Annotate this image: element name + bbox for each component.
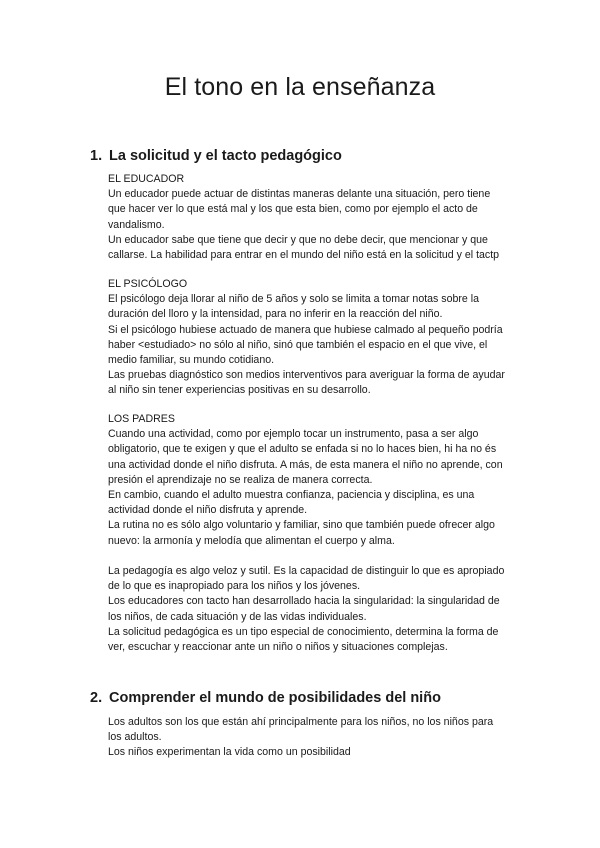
padres-line: presión el aprendizaje no se realiza de manera correcta. [108,473,373,486]
psicologo-label: EL PSICÓLOGO [108,278,188,290]
educador-line: vandalismo. [108,218,165,231]
pedagogia-line: de lo que es inapropiado para los niños y los jóvenes. [108,580,361,593]
section-2-heading [90,690,441,706]
section-2-line: los adultos. [108,731,162,744]
padres-label: LOS PADRES [108,413,175,425]
psicologo-line: Las pruebas diagnóstico son medios interventivos para averiguar la forma de ayudar [108,369,505,382]
section-1-title: La solicitud y el tacto pedagógico [109,148,342,164]
psicologo-line: haber <estudiado> no sólo al niño, sinó que también el espacio en el que vive, el [108,338,488,351]
educador-block [108,172,528,263]
section-1-number: 1. [90,148,103,164]
educador-label: EL EDUCADOR [108,173,185,185]
section-2-title: Comprender el mundo de posibilidades del niño [109,690,441,706]
pedagogia-line: ver, escuchar y reaccionar ante un niño o niños y situaciones complejas. [108,640,448,653]
section-2-line: Los niños experimentan la vida como un posibilidad [108,746,351,759]
educador-line: Un educador sabe que tiene que decir y que no debe decir, que mencionar y que [108,233,488,246]
educador-line: Un educador puede actuar de distintas maneras delante una situación, pero tiene [108,188,491,201]
padres-line: En cambio, cuando el adulto muestra confianza, paciencia y disciplina, es una [108,488,475,501]
section-2-line: Los adultos son los que están ahí principalmente para los niños, no los niños para [108,716,494,728]
educador-line: callarse. La habilidad para entrar en el mundo del niño está en la solicitud y el tactp [108,248,500,261]
educador-line: que hacer ver lo que está mal y los que esta bien, como por ejemplo el acto de [108,203,478,216]
pedagogia-line: La solicitud pedagógica es un tipo especial de conocimiento, determina la forma de [108,625,499,638]
pedagogia-block [108,564,528,655]
psicologo-line: al niño sin tener experiencias positivas en su desarrollo. [108,384,371,397]
pedagogia-line: Los educadores con tacto han desarrollado hacia la singularidad: la singularidad de [108,595,500,608]
padres-line: nuevo: la armonía y melodía que alimentan el cuerpo y alma. [108,534,395,547]
padres-line: Cuando una actividad, como por ejemplo tocar un instrumento, pasa a ser algo [108,428,479,441]
padres-line: obligatorio, que te exigen y que el adulto se enfada si no lo haces bien, hi ha no és [108,443,497,456]
psicologo-line: duración del lloro y la intensidad, para no inferir en la reacción del niño. [108,308,443,321]
psicologo-line: El psicólogo deja llorar al niño de 5 años y solo se limita a tomar notas sobre la [108,293,479,306]
psicologo-line: medio familiar, su mundo cotidiano. [108,353,275,366]
padres-line: una actividad donde el niño disfruta. A más, de esta manera el niño no aprende, con [108,458,503,471]
pedagogia-line: los niños, de cada situación y de las vidas individuales. [108,610,367,623]
document-title: El tono en la enseñanza [164,73,436,101]
padres-block [108,412,528,549]
padres-line: La rutina no es sólo algo voluntario y familiar, sino que también puede ofrecer algo [108,519,495,532]
psicologo-block [108,277,528,399]
pedagogia-line: La pedagogía es algo veloz y sutil. Es la capacidad de distinguir lo que es apropiado [108,565,505,577]
padres-line: actividad donde el niño disfruta y aprende. [108,504,308,517]
section-2-number: 2. [90,690,103,706]
section-2-intro-block [108,715,528,761]
psicologo-line: Si el psicólogo hubiese actuado de manera que hubiese calmado al pequeño podría [108,323,503,336]
section-1-heading [90,148,342,164]
